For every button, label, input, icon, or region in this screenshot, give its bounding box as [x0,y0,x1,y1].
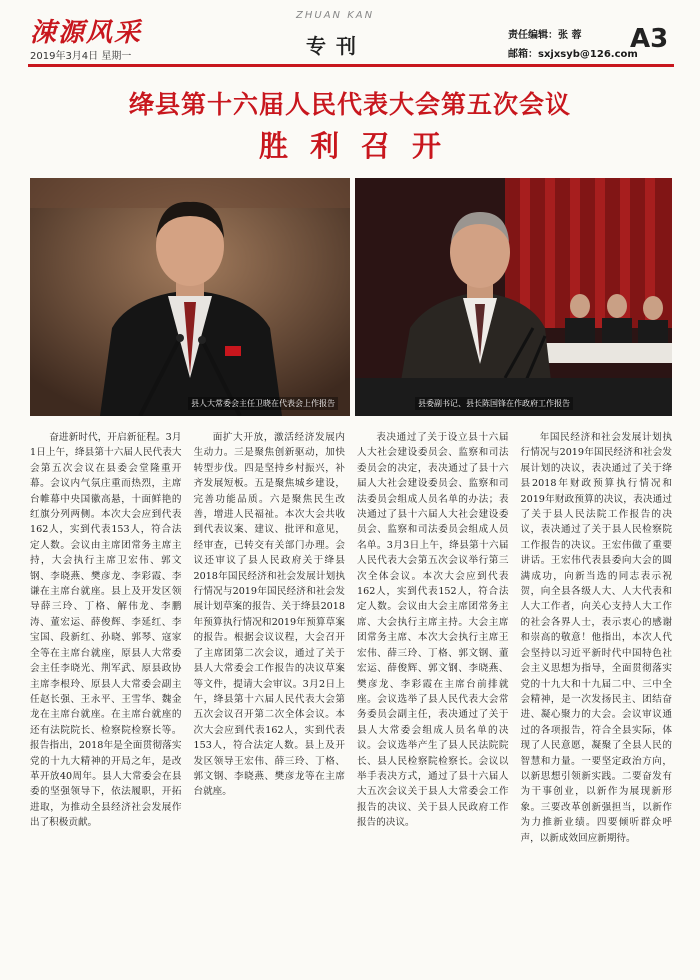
email-line: 邮箱：sxjxsyb@126.com [508,49,638,60]
masthead [0,0,700,64]
article-paragraph: 年国民经济和社会发展计划执行情况与2019年国民经济和社会发展计划的决议，表决通过了关于绛县2018年财政预算执行情况和2019年财政预算的决议，表决通过了关于县人民法院工作报告的决议，表决通过了关于县人民检察院工作报告的决议。王宏伟做了重要讲话。王宏伟代表县委向大会的圆满成功，向新当选的同志表示祝贺，向全县各级人大、人大代表和人大工作者，向关心支持人大工作的社会各界人士，表示衷心的感谢和崇高的敬意！他指出，本次人代会坚持以习近平新时代中国特色社会主义思想为指导，全面贯彻落实党的十九大和十九届二中、三中全会精神，是一次发扬民主、团结奋进、凝心聚力的大会。会议审议通过的各项报告，符合全县实际，体现了人民意愿，凝聚了全县人民的智慧和力量。一要坚定政治方向，以新思想引领新实践。二要奋发有为干事创业，以新作为展现新形象。三要改革创新强担当，以新作为力推新业绩。四要倾听群众呼声，以新成效回应新期待。 [520,432,672,844]
photo-left-caption: 县人大常委会主任卫晓在代表会上作报告 [188,397,338,410]
speaker-photo-right [355,178,672,416]
article-body [30,430,672,970]
section-pinyin: ZHUAN KAN [296,10,375,21]
speaker-photo-left [30,178,350,416]
editor-line: 责任编辑：张 蓉 [508,30,582,41]
photo-right-caption: 县委副书记、县长陈国锋在作政府工作报告 [415,397,573,410]
page-number: A3 [630,24,669,54]
article-paragraph: 奋进新时代，开启新征程。3月1日上午，绛县第十六届人民代表大会第五次会议在县委会堂隆重开幕。会议内气氛庄重而热烈，主席台帷幕中央国徽高悬，十面鲜艳的红旗分列两侧。本次大会应到代表162人，实到代表153人，符合法定人数。会议由主席团常务主席主持，大会执行主席卫宏伟、郭文钢、李晓燕、樊彦龙、李彩霞、李谦在主席台就座。县上及开发区领导薛三玲、丁格、解伟龙、李鹏涛、董宏运、薛俊辉、李延红、李宝国、段新红、孙晓、郭琴、寇家全等在主席台就座，原县人大常委会主任李晓光、荆军武、原县政协主席李根玲、原县人大常委会副主任赵长强、王永平、王雪华、魏金龙在主席台就座。在主席台就座的还有法院院长、检察院检察长等。报告指出，2018年是全面贯彻落实党的十九大精神的开局之年，是改革开放40周年。县人大常委会在县委的坚强领导下，依法履职，开拓进取，为推动全县经济社会发展作出了积极贡献。 [30,432,182,829]
headline [0,88,700,166]
headline-line-1: 绛县第十六届人民代表大会第五次会议 [128,90,571,119]
article-paragraph: 表决通过了关于设立县十六届人大社会建设委员会、监察和司法委员会的决定，表决通过了县十六届人大社会建设委员会、监察和司法委员会组成人员名单的办法；表决通过了县十六届人大社会建设委员会、监察和司法委员会组成人员名单。3月3日上午，绛县第十六届人民代表大会第五次会议举行第三次全体会议。本次大会应到代表162人，实到代表152人，符合法定人数。会议由大会主席团常务主席、大会执行主席主持。大会主席团常务主席、本次大会执行主席王宏伟、薛三玲、丁格、郭文钢、董宏运、薛俊辉、郭文钢、李晓燕、樊彦龙、李彩霞在主席台前排就座。会议选举了县人民代表大会常务委员会副主任，表决通过了关于县人大常委会组成人员名单的决议。会议选举产生了县人民法院院长、县人民检察院检察长。会议以举手表决方式，通过了县十六届人大五次会议关于县人大常委会工作报告的决议、关于县人民政府工作报告的决议。 [357,432,509,829]
article-column-3 [357,430,509,970]
article-paragraph: 面扩大开放，激活经济发展内生动力。三是聚焦创新驱动，加快转型步伐。四是坚持乡村振兴，补齐发展短板。五是聚焦城乡建设，完善功能品质。六是聚焦民生改善，增进人民福祉。本次大会共收到代表议案、建议、批评和意见，经审查，已转交有关部门办理。会议还审议了县人民政府关于绛县2018年国民经济和社会发展计划执行情况与2019年国民经济和社会发展计划草案的报告、关于绛县2018年预算执行情况和2019年预算草案的报告。根据会议议程，大会召开了主席团第二次会议，通过了关于县人大常委会工作报告的决议草案等文件，提请大会审议。3月2日上午，绛县第十六届人民代表大会第五次会议召开第二次全体会议。本次大会应到代表162人，实到代表153人，符合法定人数。县上及开发区领导王宏伟、薛三玲、丁格、郭文钢、李晓燕、樊彦龙等在主席台就座。 [193,432,345,798]
section-title: 专刊 [306,34,366,58]
newspaper-brand: 涑源风采 [30,18,143,48]
headline-line-2: 胜利召开 [258,129,463,163]
article-column-1 [30,430,182,970]
article-column-2 [194,430,346,970]
photo-right [355,178,672,416]
photo-left [30,178,350,416]
article-column-4 [521,430,673,970]
issue-date: 2019年3月4日 星期一 [30,51,132,62]
masthead-rule [28,64,674,67]
